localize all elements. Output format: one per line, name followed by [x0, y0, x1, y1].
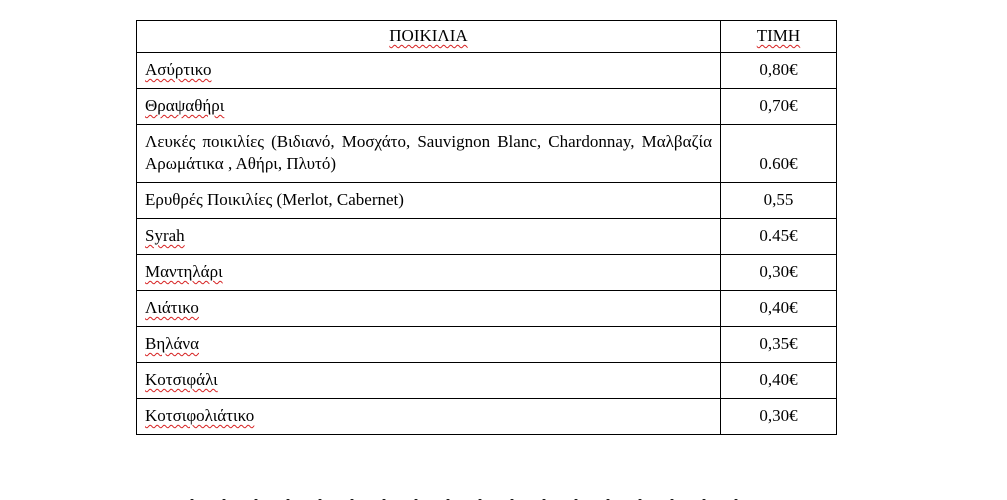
cropped-text-line	[190, 490, 790, 500]
price-cell: 0,80€	[721, 53, 837, 89]
variety-cell	[137, 53, 721, 89]
variety-name: Βηλάνα	[145, 334, 199, 353]
price-cell: 0,30€	[721, 255, 837, 291]
variety-name: Ασύρτικο	[145, 60, 212, 79]
table-row	[137, 327, 837, 363]
price-cell: 0,30€	[721, 399, 837, 435]
variety-name: Λιάτικο	[145, 298, 199, 317]
price-cell: 0,40€	[721, 291, 837, 327]
price-cell: 0,70€	[721, 89, 837, 125]
table-row	[137, 363, 837, 399]
variety-cell: Ερυθρές Ποικιλίες (Merlot, Cabernet)	[137, 183, 721, 219]
variety-name: Μαντηλάρι	[145, 262, 223, 281]
variety-cell: Λευκές ποικιλίες (Βιδιανό, Μοσχάτο, Sauvignon Blanc, Chardonnay, Μαλβαζία Αρωμάτικα , Αθήρι, Πλυτό)	[137, 125, 721, 183]
price-cell: 0.60€	[721, 125, 837, 183]
table-row	[137, 183, 837, 219]
price-cell: 0,35€	[721, 327, 837, 363]
variety-cell	[137, 363, 721, 399]
variety-cell	[137, 327, 721, 363]
table-row	[137, 291, 837, 327]
price-cell: 0,40€	[721, 363, 837, 399]
variety-cell	[137, 89, 721, 125]
header-price	[721, 21, 837, 53]
variety-name: Κοτσιφολιάτικο	[145, 406, 255, 425]
price-cell: 0.45€	[721, 219, 837, 255]
variety-cell	[137, 255, 721, 291]
variety-name: Κοτσιφάλι	[145, 370, 218, 389]
header-price-text: ΤΙΜΗ	[756, 26, 801, 45]
table-row	[137, 53, 837, 89]
variety-name: Θραψαθήρι	[145, 96, 225, 115]
table-row	[137, 399, 837, 435]
table-header-row	[137, 21, 837, 53]
variety-cell	[137, 399, 721, 435]
header-variety-text: ΠΟΙΚΙΛΙΑ	[389, 26, 468, 45]
table-row	[137, 125, 837, 183]
wine-price-table	[136, 20, 837, 435]
variety-cell	[137, 291, 721, 327]
table-row	[137, 89, 837, 125]
price-cell: 0,55	[721, 183, 837, 219]
table-row	[137, 255, 837, 291]
header-variety	[137, 21, 721, 53]
table-row	[137, 219, 837, 255]
variety-name: Syrah	[145, 226, 185, 245]
variety-cell	[137, 219, 721, 255]
